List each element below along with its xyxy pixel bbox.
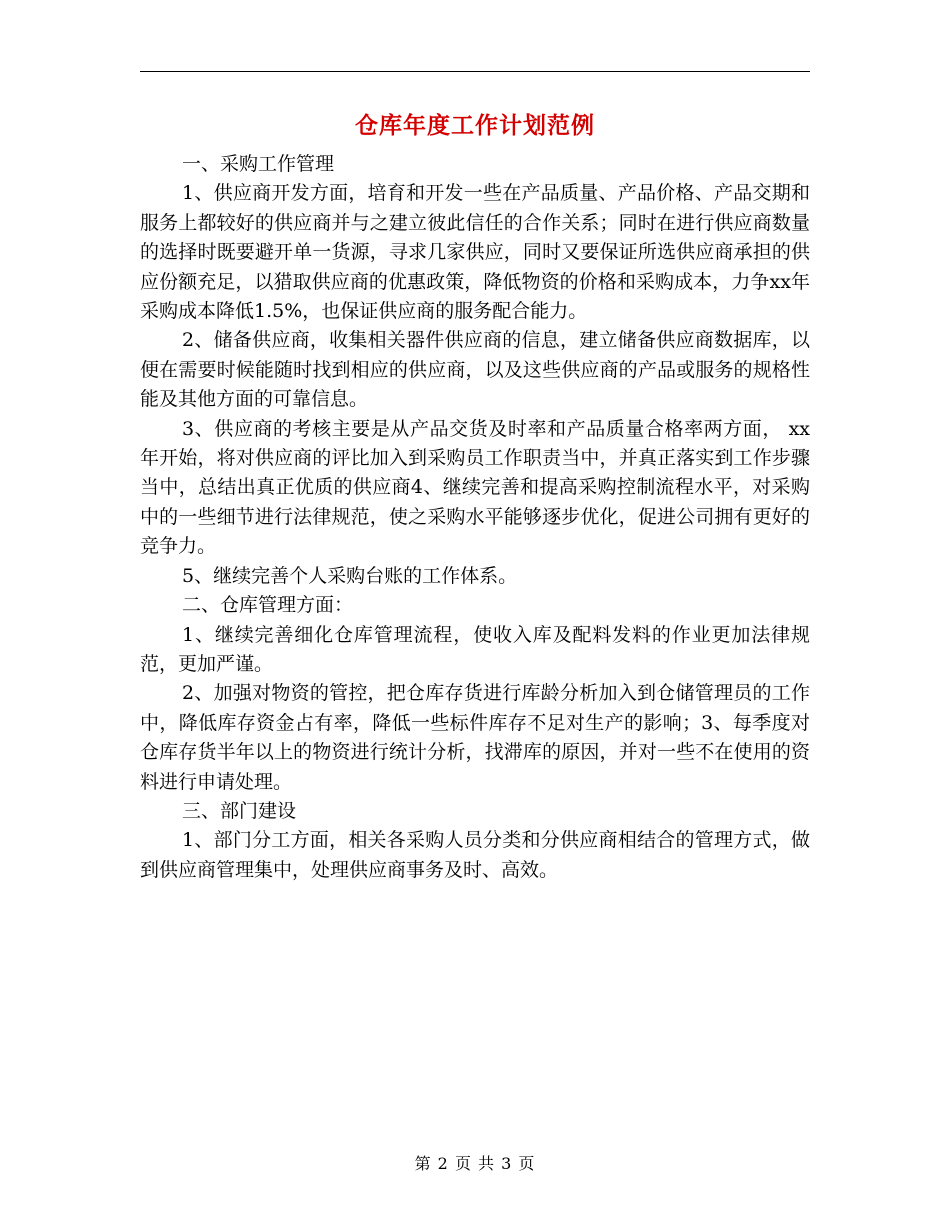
section-heading-purchasing: 一、采购工作管理 <box>182 153 335 175</box>
section-heading-department: 三、部门建设 <box>182 799 297 822</box>
paragraph-warehouse-process: 1、继续完善细化仓库管理流程，使收入库及配料发料的作业更加法律规范，更加严谨。 <box>140 623 810 675</box>
paragraph-division-of-labor: 1、部门分工方面，相关各采购人员分类和分供应商相结合的管理方式，做到供应商管理集中，处理供应商事务及时、高效。 <box>140 829 810 881</box>
header-rule <box>140 71 810 72</box>
document-title: 仓库年度工作计划范例 <box>355 112 595 139</box>
document-body <box>140 150 810 885</box>
paragraph-inventory-control: 2、加强对物资的管控，把仓库存货进行库龄分析加入到仓储管理员的工作中，降低库存资金占有率，降低一些标件库存不足对生产的影响；3、每季度对仓库存货半年以上的物资进行统计分析，找滞库的原因，并对一些不在使用的资料进行申请处理。 <box>140 682 810 793</box>
paragraph-supplier-assessment: 3、供应商的考核主要是从产品交货及时率和产品质量合格率两方面， xx年开始，将对供应商的评比加入到采购员工作职责当中，并真正落实到工作步骤当中，总结出真正优质的供应商4、继续完善和提高采购控制流程水平，对采购中的一些细节进行法律规范，使之采购水平能够逐步优化，促进公司拥有更好的竞争力。 <box>140 417 810 558</box>
paragraph-reserve-suppliers: 2、储备供应商，收集相关器件供应商的信息，建立储备供应商数据库，以便在需要时候能随时找到相应的供应商，以及这些供应商的产品或服务的规格性能及其他方面的可靠信息。 <box>140 329 810 411</box>
page-number: 第 2 页 共 3 页 <box>414 1154 536 1173</box>
paragraph-supplier-development: 1、供应商开发方面，培育和开发一些在产品质量、产品价格、产品交期和服务上都较好的供应商并与之建立彼此信任的合作关系；同时在进行供应商数量的选择时既要避开单一货源，寻求几家供应，同时又要保证所选供应商承担的供应份额充足，以猎取供应商的优惠政策，降低物资的价格和采购成本，力争xx年采购成本降低1.5%，也保证供应商的服务配合能力。 <box>140 182 810 323</box>
paragraph-purchase-ledger: 5、继续完善个人采购台账的工作体系。 <box>182 564 518 587</box>
section-heading-warehouse: 二、仓库管理方面： <box>182 594 354 617</box>
